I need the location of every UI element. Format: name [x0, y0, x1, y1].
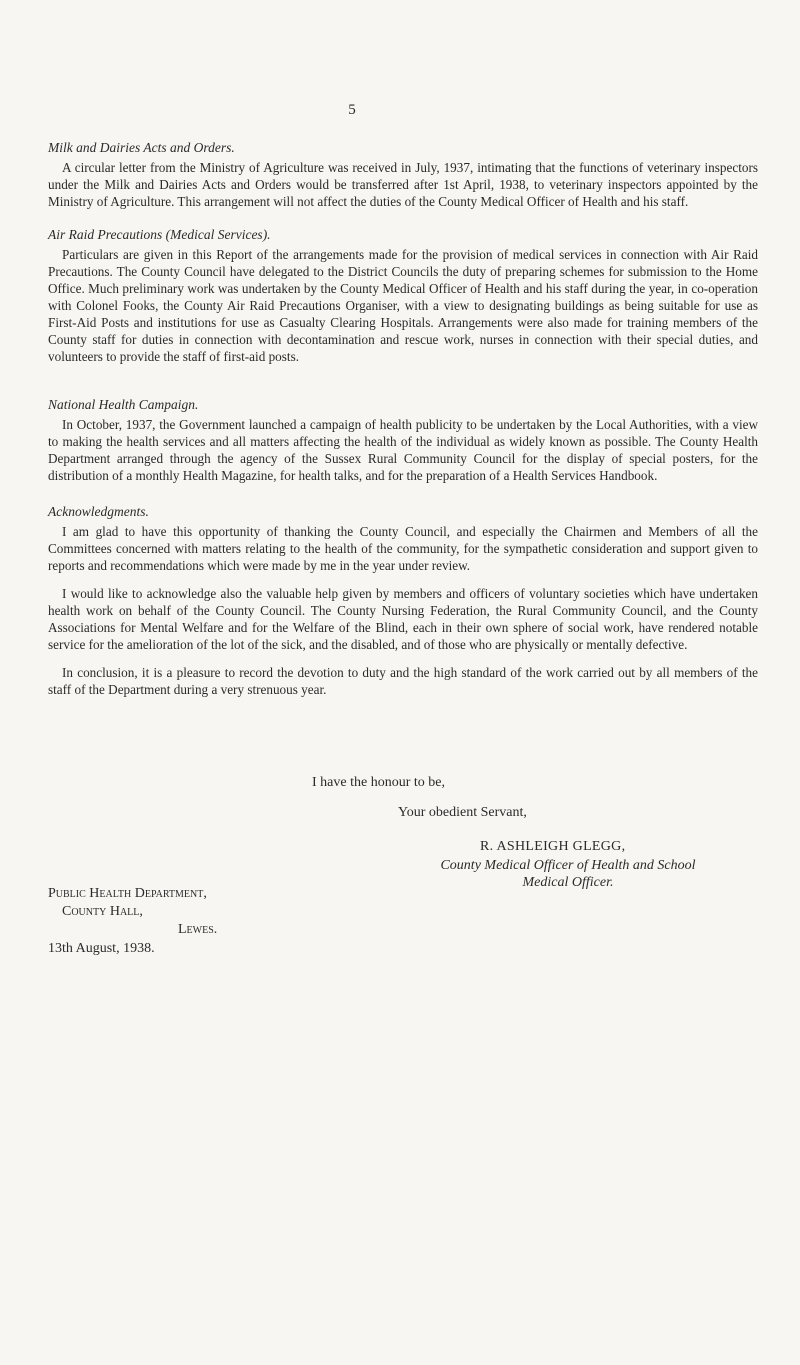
address-line: Public Health Department,	[48, 886, 207, 901]
signature-title-line: County Medical Officer of Health and School	[440, 858, 696, 873]
section-heading: Milk and Dairies Acts and Orders.	[48, 140, 235, 155]
letter-date: 13th August, 1938.	[48, 941, 155, 956]
section-national-health-campaign	[48, 397, 758, 484]
closing-line: I have the honour to be,	[312, 775, 445, 790]
paragraph: I would like to acknowledge also the valuable help given by members and officers of voluntary societies which have undertaken health work on behalf of the County Council. The County Nursing Federation, the Rural Community Council, and the County Associations for Mental Welfare and for the Welfare of the Blind, each in their own sphere of social work, have rendered notable service for the amelioration of the lot of the sick, and the disabled, and of those who are physically or mentally defective.	[48, 586, 758, 652]
address-line: Lewes.	[178, 922, 218, 937]
section-milk-dairies	[48, 140, 758, 210]
paragraph: In conclusion, it is a pleasure to record the devotion to duty and the high standard of the work carried out by all members of the staff of the Department during a very strenuous year.	[48, 665, 758, 697]
paragraph: A circular letter from the Ministry of Agriculture was received in July, 1937, intimating that the functions of veterinary inspectors under the Milk and Dairies Acts and Orders would be transferred after 1st April, 1938, to veterinary inspectors appointed by the Ministry of Agriculture. This arrangement will not affect the duties of the County Medical Officer of Health and his staff.	[48, 160, 758, 209]
section-heading: National Health Campaign.	[48, 397, 199, 412]
page-number: 5	[348, 102, 356, 118]
section-acknowledgments	[48, 504, 758, 698]
paragraph: Particulars are given in this Report of the arrangements made for the provision of medical services in connection with Air Raid Precautions. The County Council have delegated to the District Councils the duty of preparing schemes for submission to the Home Office. Much preliminary work was undertaken by the County Medical Officer of Health and his staff during the year, in co-operation with Colonel Fooks, the County Air Raid Precautions Organiser, with a view to designating buildings as being suitable for use as First-Aid Posts and institutions for use as Casualty Clearing Hospitals. Arrangements were also made for training members of the County staff for duties in connection with decontamination and rescue work, nurses in connection with their special duties, and volunteers to provide the staff of first-aid posts.	[48, 247, 758, 364]
paragraph: I am glad to have this opportunity of thanking the County Council, and especially the Chairmen and Members of all the Committees concerned with matters relating to the health of the community, for the sympathetic consideration and support given to reports and recommendations which were made by me in the year under review.	[48, 524, 758, 573]
section-heading: Air Raid Precautions (Medical Services).	[48, 227, 271, 242]
paragraph: In October, 1937, the Government launched a campaign of health publicity to be undertaken by the Local Authorities, with a view to making the health services and all matters affecting the health of the individual as widely known as possible. The County Health Department arranged through the agency of the Sussex Rural Community Council for the display of special posters, for the distribution of a monthly Health Magazine, for health talks, and for the preparation of a Health Services Handbook.	[48, 417, 758, 483]
signature-title	[418, 857, 718, 891]
signature-title-line: Medical Officer.	[522, 875, 614, 890]
section-heading: Acknowledgments.	[48, 504, 149, 519]
signature-name: R. ASHLEIGH GLEGG,	[480, 839, 626, 854]
closing-line: Your obedient Servant,	[398, 805, 527, 820]
address-line: County Hall,	[62, 904, 143, 919]
section-air-raid-precautions	[48, 227, 758, 365]
address-block	[48, 885, 217, 939]
